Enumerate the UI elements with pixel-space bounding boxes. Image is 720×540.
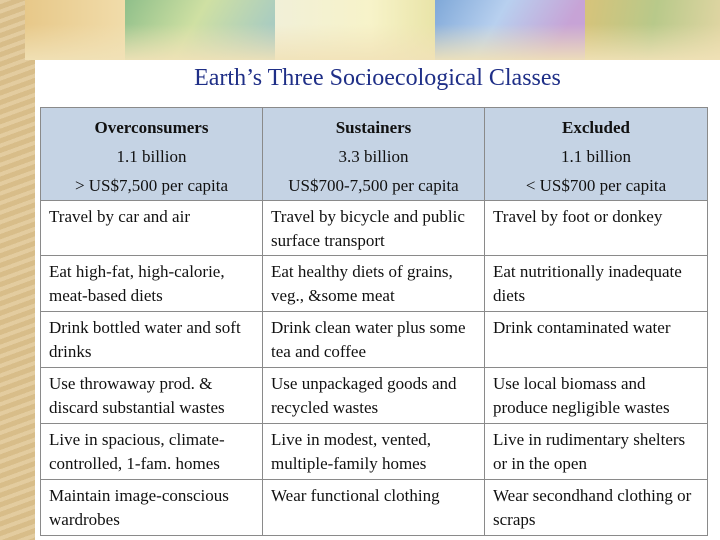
header-row	[41, 108, 708, 201]
table-row	[41, 480, 708, 536]
table-cell: Travel by car and air	[41, 201, 263, 256]
table-row	[41, 312, 708, 368]
slide-title: Earth’s Three Socioecological Classes	[194, 65, 561, 91]
column-income: < US$700 per capita	[525, 176, 667, 195]
table-cell: Travel by bicycle and public surface transport	[263, 201, 485, 256]
table-cell: Maintain image-conscious wardrobes	[41, 480, 263, 536]
background-left-strip	[0, 0, 40, 540]
table-cell: Live in rudimentary shelters or in the open	[485, 424, 708, 480]
header-cell-excluded	[485, 108, 708, 201]
table-row	[41, 256, 708, 312]
table-cell: Wear secondhand clothing or scraps	[485, 480, 708, 536]
column-income: US$700-7,500 per capita	[288, 176, 459, 195]
decorative-banner	[25, 0, 720, 60]
column-population: 1.1 billion	[561, 147, 631, 166]
table-cell: Wear functional clothing	[263, 480, 485, 536]
table-cell: Travel by foot or donkey	[485, 201, 708, 256]
column-name: Overconsumers	[94, 118, 209, 137]
table-cell: Use throwaway prod. & discard substantial wastes	[41, 368, 263, 424]
table-row	[41, 201, 708, 256]
column-name: Sustainers	[335, 118, 412, 137]
classes-table	[40, 107, 708, 536]
table-cell: Drink bottled water and soft drinks	[41, 312, 263, 368]
table-row	[41, 368, 708, 424]
table-cell: Eat nutritionally inadequate diets	[485, 256, 708, 312]
column-income: > US$7,500 per capita	[74, 176, 229, 195]
column-population: 3.3 billion	[338, 147, 409, 166]
table-cell: Drink clean water plus some tea and coffee	[263, 312, 485, 368]
header-cell-overconsumers	[41, 108, 263, 201]
table-cell: Use unpackaged goods and recycled wastes	[263, 368, 485, 424]
column-name: Excluded	[561, 118, 631, 137]
header-cell-sustainers	[263, 108, 485, 201]
table-row	[41, 424, 708, 480]
column-population: 1.1 billion	[116, 147, 187, 166]
table-cell: Live in spacious, climate-controlled, 1-fam. homes	[41, 424, 263, 480]
table-cell: Use local biomass and produce negligible wastes	[485, 368, 708, 424]
table-cell: Eat healthy diets of grains, veg., &some meat	[263, 256, 485, 312]
banner-fade	[25, 0, 720, 60]
table-cell: Eat high-fat, high-calorie, meat-based diets	[41, 256, 263, 312]
table-cell: Live in modest, vented, multiple-family homes	[263, 424, 485, 480]
table-cell: Drink contaminated water	[485, 312, 708, 368]
